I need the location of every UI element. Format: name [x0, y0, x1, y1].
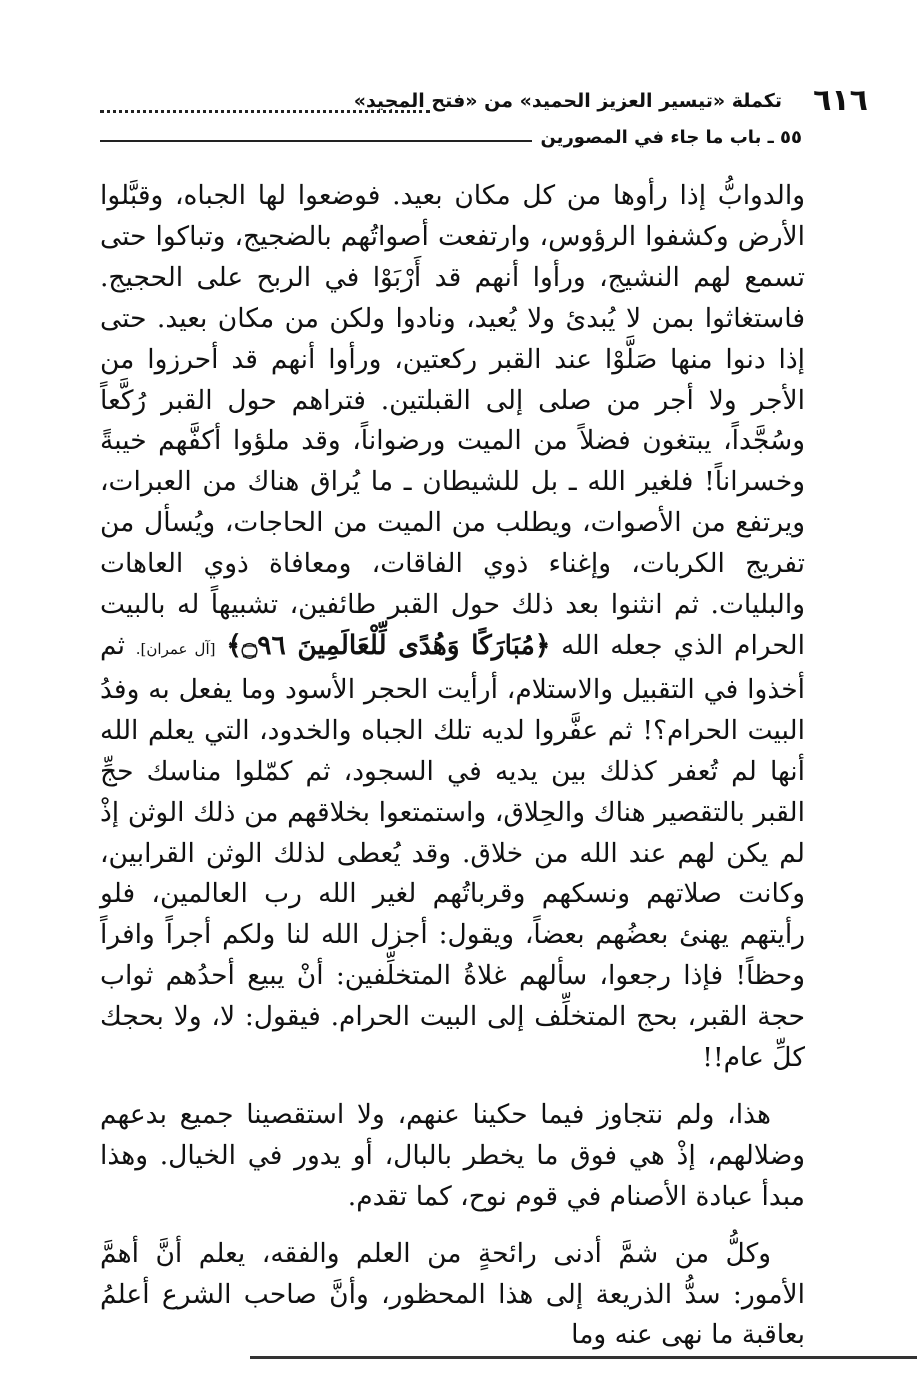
paragraph — [100, 176, 805, 1079]
paragraph-text: ثم أخذوا في التقبيل والاستلام، أرأيت الحجر الأسود وما يفعل به وفدُ البيت الحرام؟! ثم عفَّروا لديه تلك الجباه والخدود، التي يعلم الله أنها لم تُعفر كذلك بين يديه في السجود، ثم كمّلوا مناسك حجِّ القبر بالتقصير هناك والحِلاق، واستمتعوا بخلاقهم من ذلك الوثن إذْ لم يكن لهم عند الله من خلاق. وقد يُعطى لذلك الوثن القرابين، وكانت صلاتهم ونسكهم وقرباتُهم لغير الله رب العالمين، فلو رأيتهم يهنئ بعضُهم بعضاً، ويقول: أجزل الله لنا ولكم أجراً وافراً وحظاً! فإذا رجعوا، سألهم غلاةُ المتخلِّفين: أنْ يبيع أحدُهم ثواب حجة القبر، بحج المتخلِّف إلى البيت الحرام. فيقول: لا، ولا بحجك كلِّ عام!! — [100, 629, 805, 1074]
paragraph-text: والدوابُّ إذا رأوها من كل مكان بعيد. فوضعوا لها الجباه، وقبَّلوا الأرض وكشفوا الرؤوس، وارتفعت أصواتُهم بالضجيج، وتباكوا حتى تسمع لهم النشيج، ورأوا أنهم قد أَرْبَوْا في الربح على الحجيج. فاستغاثوا بمن لا يُبدئ ولا يُعيد، ونادوا ولكن من مكان بعيد. حتى إذا دنوا منها صَلَّوْا عند القبر ركعتين، ورأوا أنهم قد أحرزوا من الأجر ولا أجر من صلى إلى القبلتين. فتراهم حول القبر رُكَّعاً وسُجَّداً، يبتغون فضلاً من الميت ورضواناً، وقد ملؤوا أكفَّهم خيبةً وخسراناً! فلغير الله ـ بل للشيطان ـ ما يُراق هناك من العبرات، ويرتفع من الأصوات، ويطلب من الميت من الحاجات، ويُسأل من تفريج الكربات، وإغناء ذوي الفاقات، ومعافاة ذوي العاهات والبليات. ثم انثنوا بعد ذلك حول القبر طائفين، تشبيهاً له بالبيت الحرام الذي جعله الله — [100, 180, 805, 661]
verse-reference: [آل عمران]. — [135, 639, 216, 658]
bottom-rule — [250, 1356, 917, 1359]
paragraph: وكلُّ من شمَّ أدنى رائحةٍ من العلم والفقه، يعلم أنَّ أهمَّ الأمور: سدُّ الذريعة إلى هذا المحظور، وأنَّ صاحب الشرع أعلمُ بعاقبة ما نهى عنه وما — [100, 1237, 805, 1351]
paragraph: هذا، ولم نتجاوز فيما حكينا عنهم، ولا استقصينا جميع بدعهم وضلالهم، إذْ هي فوق ما يخطر بالبال، أو يدور في الخيال. وهذا مبدأ عبادة الأصنام في قوم نوح، كما تقدم. — [100, 1098, 805, 1212]
running-title: تكملة «تيسير العزيز الحميد» من «فتح المجيد» — [353, 90, 782, 112]
quran-verse: ﴿مُبَارَكًا وَهُدًى لِّلْعَالَمِينَ ۝٩٦﴾ — [226, 629, 551, 661]
body-text — [100, 176, 805, 1356]
chapter-title: ٥٥ ـ باب ما جاء في المصورين — [540, 127, 802, 148]
dotted-leader — [100, 110, 430, 113]
page-header — [100, 83, 868, 124]
chapter-rule — [100, 140, 532, 142]
chapter-heading — [100, 126, 802, 156]
page-number: ٦١٦ — [813, 83, 868, 118]
